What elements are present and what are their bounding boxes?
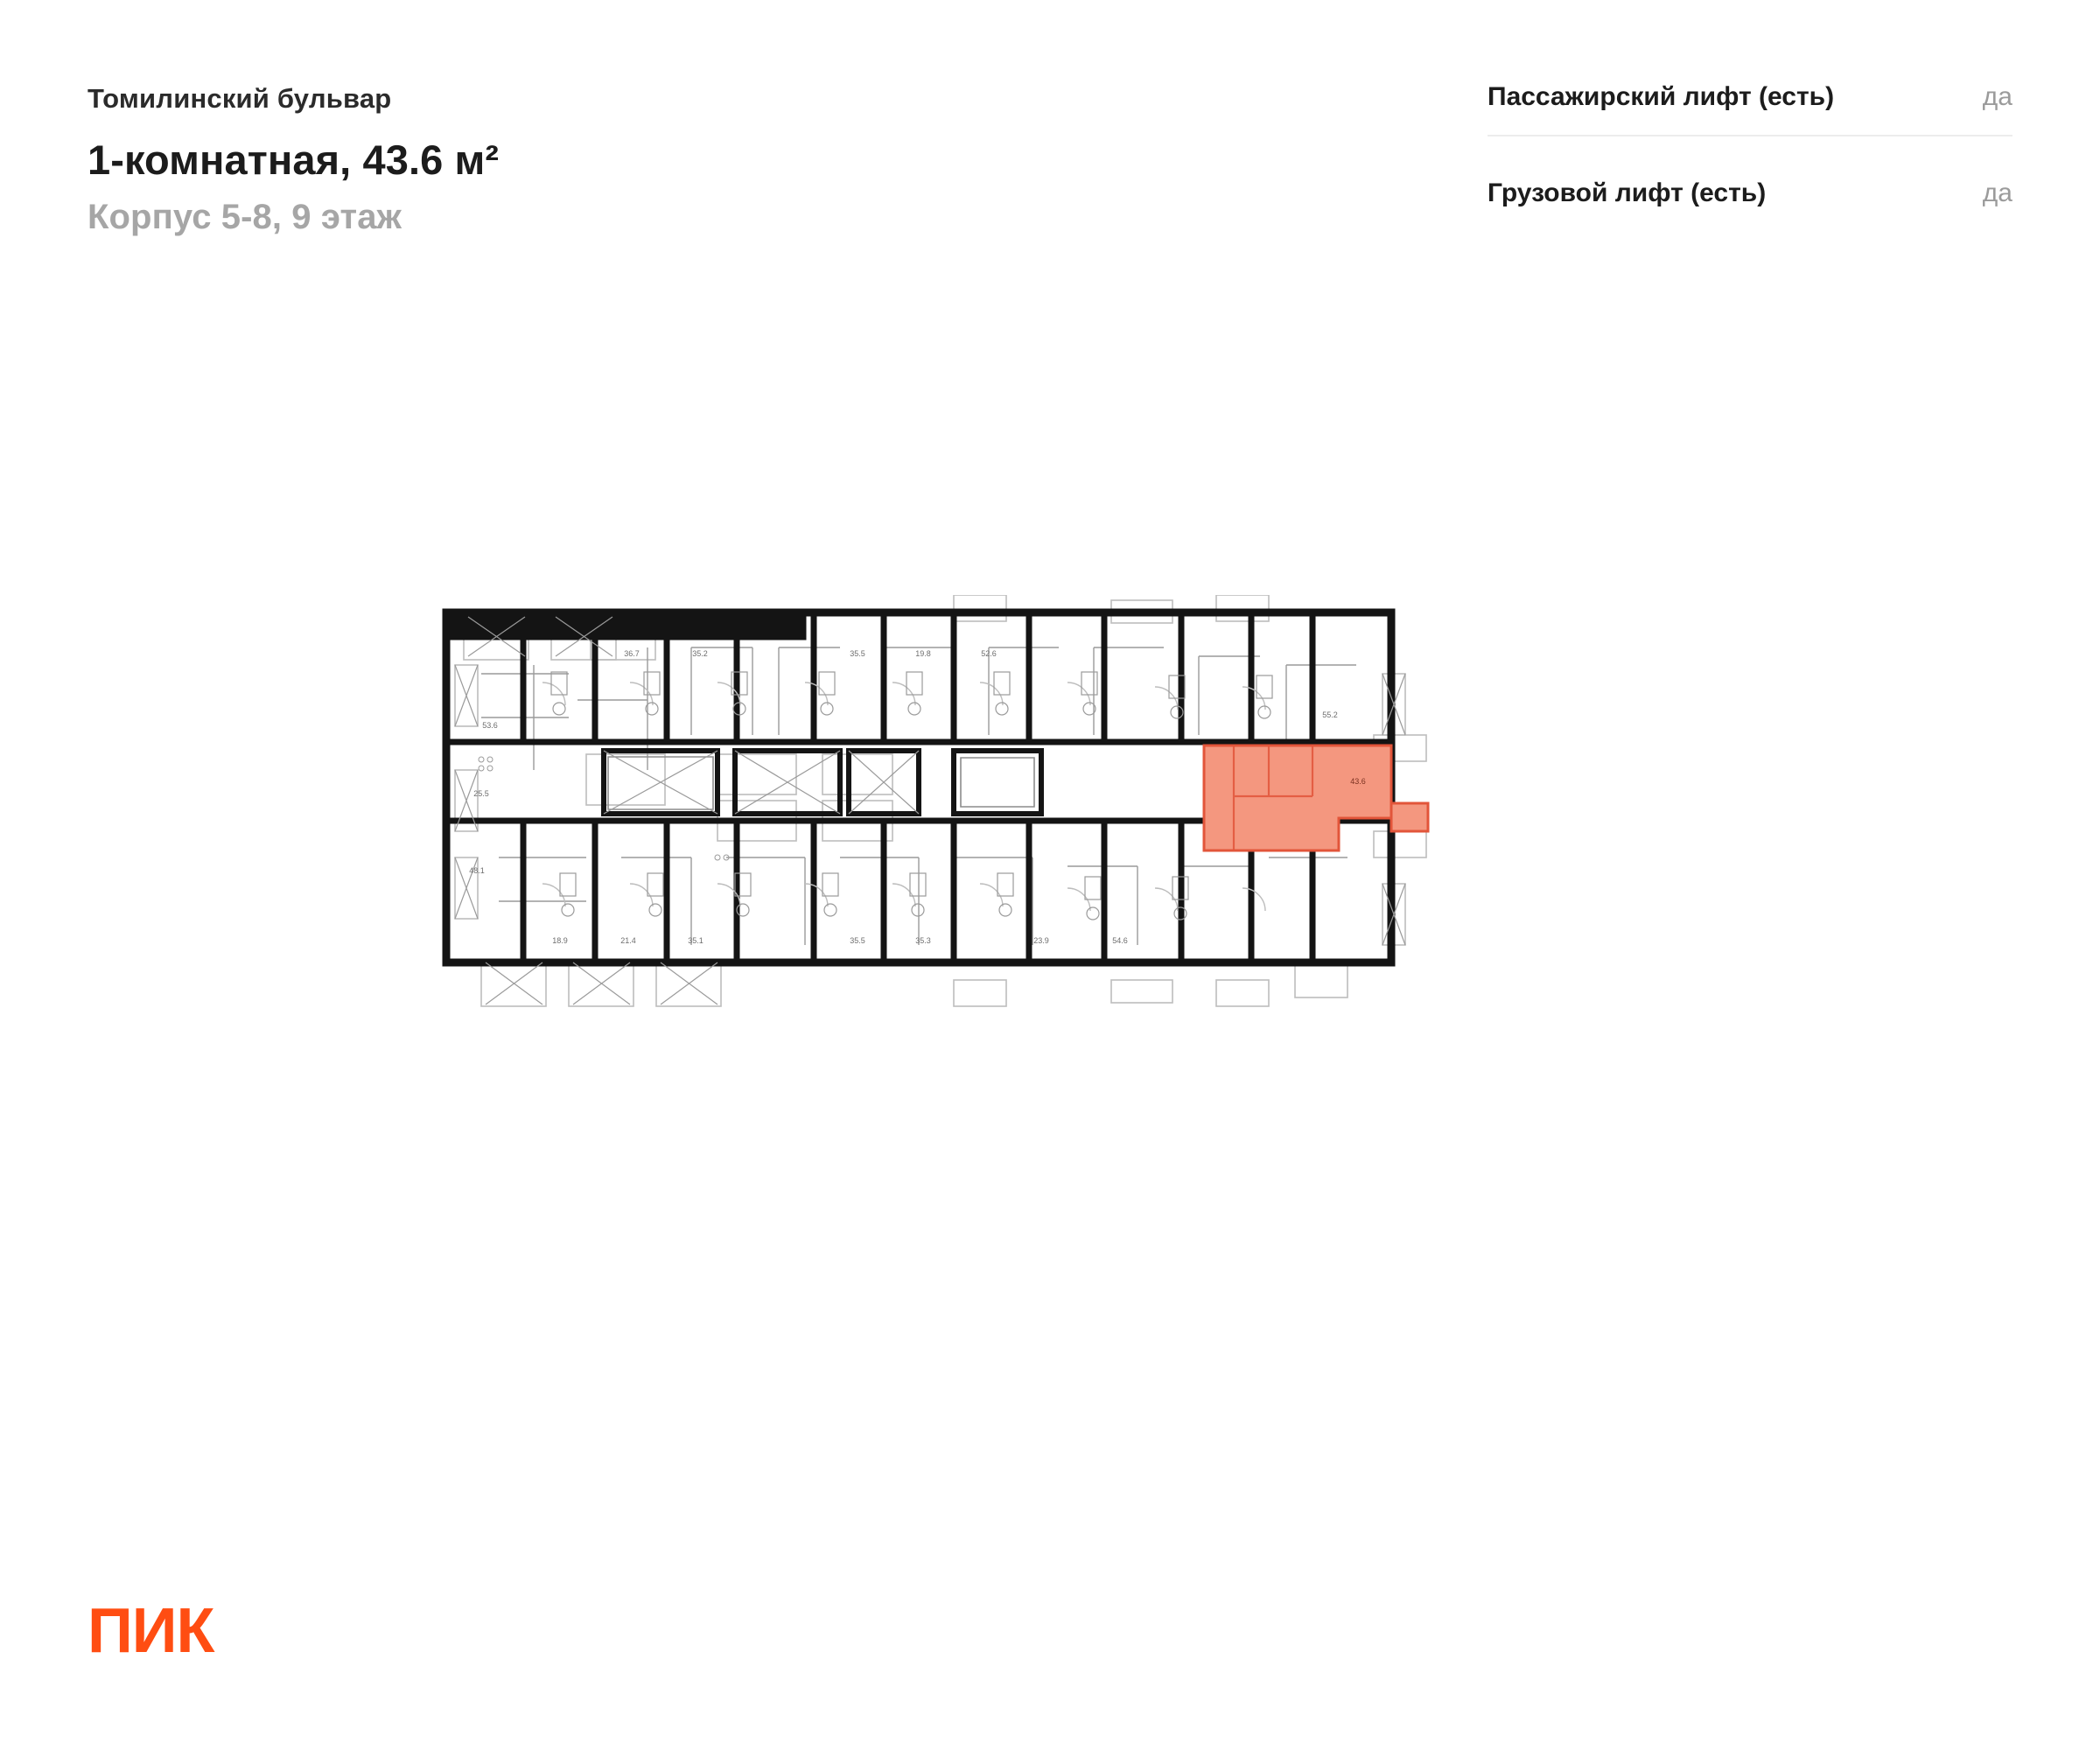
floor-plan-container[interactable] <box>0 595 2100 1278</box>
area-label: 35.5 <box>850 936 865 945</box>
spec-value: да <box>1982 178 2012 207</box>
page-title: 1-комнатная, 43.6 м² <box>88 136 500 183</box>
area-label: 35.1 <box>688 936 704 945</box>
area-label: 52.6 <box>981 649 997 658</box>
area-label: 36.7 <box>624 649 640 658</box>
spec-row-freight-elevator <box>1488 136 2012 231</box>
area-label: 25.5 <box>473 789 489 798</box>
spec-label: Пассажирский лифт (есть) <box>1488 82 1835 111</box>
selected-apartment-balcony <box>1391 803 1428 831</box>
area-label: 18.9 <box>552 936 568 945</box>
pik-logo: ПИК <box>88 1596 214 1666</box>
spec-value: да <box>1982 82 2012 111</box>
building-floor-subtitle: Корпус 5-8, 9 этаж <box>88 198 402 236</box>
door-swings-group <box>542 682 1265 911</box>
area-label: 35.3 <box>915 936 931 945</box>
spec-label: Грузовой лифт (есть) <box>1488 178 1767 207</box>
spec-row-passenger-elevator <box>1488 70 2012 136</box>
area-label: 21.4 <box>620 936 636 945</box>
area-label: 23.9 <box>1033 936 1049 945</box>
area-label: 19.8 <box>915 649 931 658</box>
floor-plan-svg[interactable] <box>429 595 1671 1208</box>
area-label: 54.6 <box>1112 936 1128 945</box>
header <box>0 0 2100 289</box>
area-label: 48.1 <box>469 866 485 875</box>
area-label: 35.2 <box>692 649 708 658</box>
spec-list <box>1488 70 2012 231</box>
area-label: 55.2 <box>1322 710 1338 719</box>
title-block <box>88 83 499 237</box>
area-label: 35.5 <box>850 649 865 658</box>
area-label: 53.6 <box>482 721 498 730</box>
complex-name: Томилинский бульвар <box>88 83 392 114</box>
selected-apartment-shape[interactable] <box>1204 746 1391 850</box>
selected-area-label: 43.6 <box>1350 777 1366 786</box>
